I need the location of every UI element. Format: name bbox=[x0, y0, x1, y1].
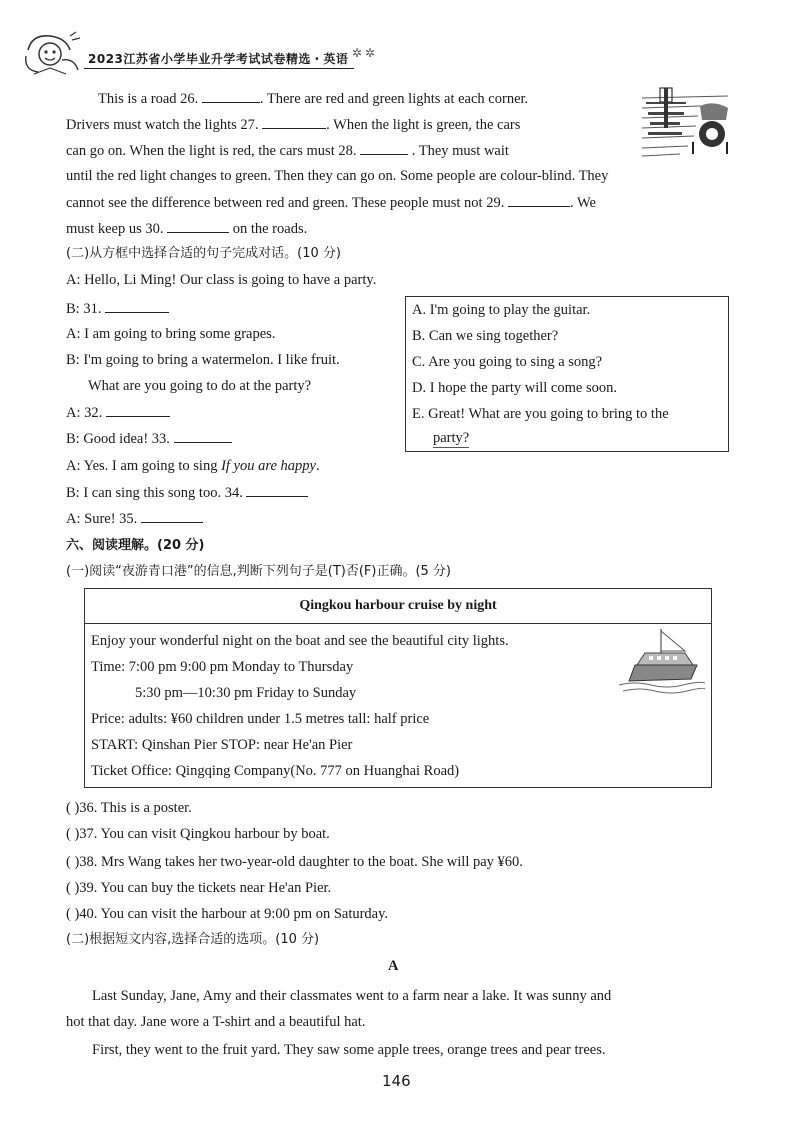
dialogue-line-31: B: 31. bbox=[66, 298, 169, 319]
dialogue-line-3: A: I am going to bring some grapes. bbox=[66, 326, 276, 342]
passage-a-line-1: Last Sunday, Jane, Amy and their classmates went to a farm near a lake. It was sunny and bbox=[92, 988, 612, 1004]
dialogue-line-1: A: Hello, Li Ming! Our class is going to have a party. bbox=[66, 272, 377, 288]
cruise-price: Price: adults: ¥60 children under 1.5 metres tall: half price bbox=[91, 711, 430, 727]
answer-blank-33[interactable] bbox=[174, 428, 232, 443]
answer-blank-34[interactable] bbox=[246, 482, 308, 497]
reading-part1-heading: (一)阅读“夜游青口港”的信息,判断下列句子是(T)否(F)正确。(5 分) bbox=[66, 564, 451, 579]
passage-line-2: Drivers must watch the lights 27. . When the light is green, the cars bbox=[66, 114, 520, 135]
cruise-info-box bbox=[84, 588, 712, 788]
cruise-ticket-office: Ticket Office: Qingqing Company(No. 777 on Huanghai Road) bbox=[91, 763, 460, 779]
passage-a-label: A bbox=[388, 958, 399, 974]
statement-36[interactable]: ( )36. This is a poster. bbox=[66, 800, 192, 816]
option-e: E. Great! What are you going to bring to the bbox=[412, 406, 669, 422]
boat-picture bbox=[615, 625, 707, 697]
dialogue-line-5: What are you going to do at the party? bbox=[88, 378, 312, 394]
answer-blank-28[interactable] bbox=[360, 140, 408, 155]
statement-40[interactable]: ( )40. You can visit the harbour at 9:00 pm on Saturday. bbox=[66, 906, 389, 922]
answer-blank-30[interactable] bbox=[167, 218, 229, 233]
passage-line-6: must keep us 30. on the roads. bbox=[66, 218, 307, 239]
dialogue-line-33: B: Good idea! 33. bbox=[66, 428, 232, 449]
cruise-divider bbox=[85, 623, 711, 624]
passage-line-5: cannot see the difference between red and green. These people must not 29. . We bbox=[66, 192, 596, 213]
statement-37[interactable]: ( )37. You can visit Qingkou harbour by boat. bbox=[66, 826, 330, 842]
page-number: 146 bbox=[382, 1072, 411, 1090]
passage-line-3: can go on. When the light is red, the cars must 28. . They must wait bbox=[66, 140, 509, 161]
answer-blank-27[interactable] bbox=[262, 114, 326, 129]
dialogue-line-32: A: 32. bbox=[66, 402, 170, 423]
passage-a-line-2: hot that day. Jane wore a T-shirt and a beautiful hat. bbox=[66, 1014, 366, 1030]
passage-a-line-3: First, they went to the fruit yard. They saw some apple trees, orange trees and pear trees. bbox=[92, 1042, 606, 1058]
dialogue-heading: (二)从方框中选择合适的句子完成对话。(10 分) bbox=[66, 246, 341, 261]
statement-38[interactable]: ( )38. Mrs Wang takes her two-year-old daughter to the boat. She will pay ¥60. bbox=[66, 854, 523, 870]
option-a: A. I'm going to play the guitar. bbox=[412, 302, 591, 318]
traffic-road-picture bbox=[640, 86, 732, 162]
option-b: B. Can we sing together? bbox=[412, 328, 559, 344]
dialogue-line-4: B: I'm going to bring a watermelon. I like fruit. bbox=[66, 352, 340, 368]
passage-line-4: until the red light changes to green. Then they can go on. Some people are colour-blind. They bbox=[66, 168, 609, 184]
song-title: If you are happy bbox=[221, 458, 316, 474]
dialogue-line-34: B: I can sing this song too. 34. bbox=[66, 482, 308, 503]
answer-blank-29[interactable] bbox=[508, 192, 570, 207]
header-divider bbox=[84, 68, 354, 69]
cruise-title: Qingkou harbour cruise by night bbox=[299, 598, 497, 613]
cruise-intro: Enjoy your wonderful night on the boat and see the beautiful city lights. bbox=[91, 633, 509, 649]
option-d: D. I hope the party will come soon. bbox=[412, 380, 617, 396]
header-title: 2023江苏省小学毕业升学考试试卷精选・英语 bbox=[88, 52, 349, 66]
reading-section-heading: 六、阅读理解。(20 分) bbox=[66, 538, 205, 553]
star-icon: ✲ ✲ bbox=[352, 46, 376, 60]
header-logo-icon bbox=[20, 30, 82, 78]
dialogue-line-35: A: Sure! 35. bbox=[66, 508, 203, 529]
answer-blank-35[interactable] bbox=[141, 508, 203, 523]
answer-blank-32[interactable] bbox=[106, 402, 170, 417]
option-e-cont: party? bbox=[433, 430, 470, 446]
answer-blank-26[interactable] bbox=[202, 88, 260, 103]
cruise-time-1: Time: 7:00 pm 9:00 pm Monday to Thursday bbox=[91, 659, 354, 675]
option-c: C. Are you going to sing a song? bbox=[412, 354, 603, 370]
statement-39[interactable]: ( )39. You can buy the tickets near He'an Pier. bbox=[66, 880, 332, 896]
reading-part2-heading: (二)根据短文内容,选择合适的选项。(10 分) bbox=[66, 932, 320, 947]
options-box bbox=[405, 296, 729, 452]
answer-blank-31[interactable] bbox=[105, 298, 169, 313]
cruise-time-2: 5:30 pm—10:30 pm Friday to Sunday bbox=[135, 685, 357, 701]
cruise-start-stop: START: Qinshan Pier STOP: near He'an Pier bbox=[91, 737, 353, 753]
dialogue-line-8: A: Yes. I am going to sing If you are happy. bbox=[66, 458, 320, 474]
passage-line-1: This is a road 26. . There are red and green lights at each corner. bbox=[98, 88, 528, 109]
